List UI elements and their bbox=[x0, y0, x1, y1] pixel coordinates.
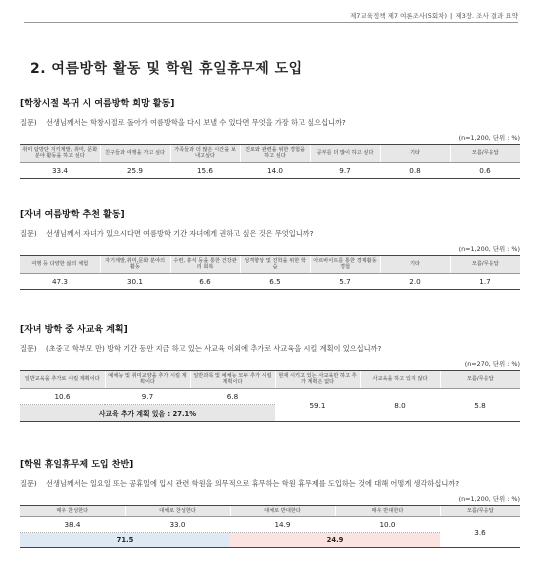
question-text: 선생님께서 자녀가 있으시다면 여름방학 기간 자녀에게 권하고 싶은 것은 무엇입니까? bbox=[46, 229, 314, 238]
table-cell: 14.0 bbox=[240, 163, 310, 179]
column-header: 모름/무응답 bbox=[450, 255, 520, 274]
question-text: 선생님께서는 일요일 또는 공휴일에 입시 관련 학원을 의무적으로 휴무하는 학원 휴무제를 도입하는 것에 대해 어떻게 생각하십니까? bbox=[46, 479, 460, 488]
table-cell: 10.6 bbox=[20, 389, 105, 405]
table-cell: 59.1 bbox=[275, 389, 360, 422]
running-header bbox=[350, 11, 518, 20]
subsection-title: [자녀 방학 중 사교육 계획] bbox=[20, 325, 128, 335]
table-cell: 5.7 bbox=[310, 274, 380, 290]
result-table bbox=[20, 370, 520, 423]
column-header: 모름/무응답 bbox=[440, 370, 520, 389]
column-header: 모름/무응답 bbox=[450, 144, 520, 163]
column-header: 자기계발,취미,문화 분야의 활동 bbox=[100, 255, 170, 274]
table-row bbox=[20, 517, 520, 533]
question bbox=[20, 478, 520, 490]
table-cell: 47.3 bbox=[20, 274, 100, 290]
running-header-left: 제7교육정책 제7 여론조사(5회차) bbox=[350, 12, 447, 20]
column-header: 가족들과 더 많은 시간을 보내고싶다 bbox=[170, 144, 240, 163]
section-title: 2. 여름방학 활동 및 학원 휴일휴무제 도입 bbox=[30, 61, 303, 77]
table-header-row bbox=[20, 370, 520, 389]
table-header-row bbox=[20, 505, 520, 517]
table-header-row bbox=[20, 144, 520, 163]
table-cell: 2.0 bbox=[380, 274, 450, 290]
sample-info: (n=1,200, 단위 : %) bbox=[458, 133, 520, 142]
column-header: 모름/무응답 bbox=[440, 505, 520, 517]
summary-agree-cell: 71.5 bbox=[20, 533, 230, 548]
column-header: 매우 찬성한다 bbox=[20, 505, 125, 517]
column-header: 일반교육을 추가로 시킬 계획이다 bbox=[20, 370, 105, 389]
sample-info: (n=1,200, 단위 : %) bbox=[458, 244, 520, 253]
header-rule bbox=[24, 22, 518, 23]
table-cell: 0.6 bbox=[450, 163, 520, 179]
subsection-title: [학원 휴일휴무제 도입 찬반] bbox=[20, 460, 134, 470]
question-label: 질문) bbox=[20, 479, 37, 488]
result-table bbox=[20, 505, 520, 549]
column-header: 대체로 반대한다 bbox=[230, 505, 335, 517]
running-header-right: 제3장. 조사 결과 요약 bbox=[455, 12, 518, 20]
column-header: 대체로 찬성한다 bbox=[125, 505, 230, 517]
sample-info: (n=1,200, 단위 : %) bbox=[458, 494, 520, 503]
running-header-separator: | bbox=[449, 12, 453, 20]
table-row bbox=[20, 389, 520, 405]
table-cell: 25.9 bbox=[100, 163, 170, 179]
column-header: 사교육을 하고 있지 않다 bbox=[360, 370, 440, 389]
column-header: 현재 시키고 있는 사교육만 하고 추가 계획은 없다 bbox=[275, 370, 360, 389]
column-header: 일반과목 및 예체능 모두 추가 시킬 계획이다 bbox=[190, 370, 275, 389]
table-cell: 1.7 bbox=[450, 274, 520, 290]
column-header: 친구들과 여행을 가고 싶다 bbox=[100, 144, 170, 163]
table-cell: 33.4 bbox=[20, 163, 100, 179]
question bbox=[20, 117, 520, 129]
table-cell: 10.0 bbox=[335, 517, 440, 533]
question-label: 질문) bbox=[20, 344, 37, 353]
table-cell: 33.0 bbox=[125, 517, 230, 533]
column-header: 기타 bbox=[380, 144, 450, 163]
result-table bbox=[20, 255, 520, 291]
table-row bbox=[20, 163, 520, 179]
table-row bbox=[20, 274, 520, 290]
table-cell: 30.1 bbox=[100, 274, 170, 290]
summary-cell: 사교육 추가 계획 있음 : 27.1% bbox=[20, 405, 275, 422]
table-cell: 9.7 bbox=[105, 389, 190, 405]
table-cell: 6.5 bbox=[240, 274, 310, 290]
column-header: 기타 bbox=[380, 255, 450, 274]
subsection-title: [자녀 여름방학 추천 활동] bbox=[20, 210, 125, 220]
table-cell: 14.9 bbox=[230, 517, 335, 533]
column-header: 아르바이트를 통한 경제활동경험 bbox=[310, 255, 380, 274]
column-header: 예체능 및 취미교양을 추가 시킬 계획이다 bbox=[105, 370, 190, 389]
column-header: 공부를 더 많이 하고 싶다 bbox=[310, 144, 380, 163]
column-header: 여행 등 다양한 삶의 체험 bbox=[20, 255, 100, 274]
table-cell: 6.6 bbox=[170, 274, 240, 290]
sample-info: (n=270, 단위 : %) bbox=[464, 359, 520, 368]
table-header-row bbox=[20, 255, 520, 274]
column-header: 수련, 휴식 등을 통한 건강관리 회복 bbox=[170, 255, 240, 274]
column-header: 진로와 관련을 위한 경험을 하고 싶다 bbox=[240, 144, 310, 163]
table-cell: 3.6 bbox=[440, 517, 520, 548]
table-cell: 0.8 bbox=[380, 163, 450, 179]
subsection-title: [학창시절 복귀 시 여름방학 희망 활동] bbox=[20, 99, 175, 109]
question-text: 선생님께서는 학창시절로 돌아가 여름방학을 다시 보낼 수 있다면 무엇을 가장 하고 싶으십니까? bbox=[46, 118, 346, 127]
table-cell: 38.4 bbox=[20, 517, 125, 533]
summary-disagree-cell: 24.9 bbox=[230, 533, 440, 548]
table-cell: 6.8 bbox=[190, 389, 275, 405]
table-cell: 9.7 bbox=[310, 163, 380, 179]
question-text: (초중고 학부모 만) 방학 기간 동안 지금 하고 있는 사교육 이외에 추가로 사교육을 시킬 계획이 있으십니까? bbox=[46, 344, 382, 353]
survey-block-private-education bbox=[20, 322, 520, 422]
column-header: 매우 반대한다 bbox=[335, 505, 440, 517]
question-label: 질문) bbox=[20, 118, 37, 127]
survey-block-child-recommend bbox=[20, 207, 520, 290]
table-cell: 5.8 bbox=[440, 389, 520, 422]
column-header: 취미 탐방단 지키계발, 취미, 문화 분야 활동을 하고 싶다 bbox=[20, 144, 100, 163]
result-table bbox=[20, 144, 520, 180]
question bbox=[20, 228, 520, 240]
table-cell: 8.0 bbox=[360, 389, 440, 422]
survey-block-academy-closure bbox=[20, 457, 520, 548]
column-header: 성격향상 및 진학을 위한 학습 bbox=[240, 255, 310, 274]
survey-block-summer-wish bbox=[20, 96, 520, 179]
question-label: 질문) bbox=[20, 229, 37, 238]
question bbox=[20, 343, 520, 355]
table-cell: 15.6 bbox=[170, 163, 240, 179]
